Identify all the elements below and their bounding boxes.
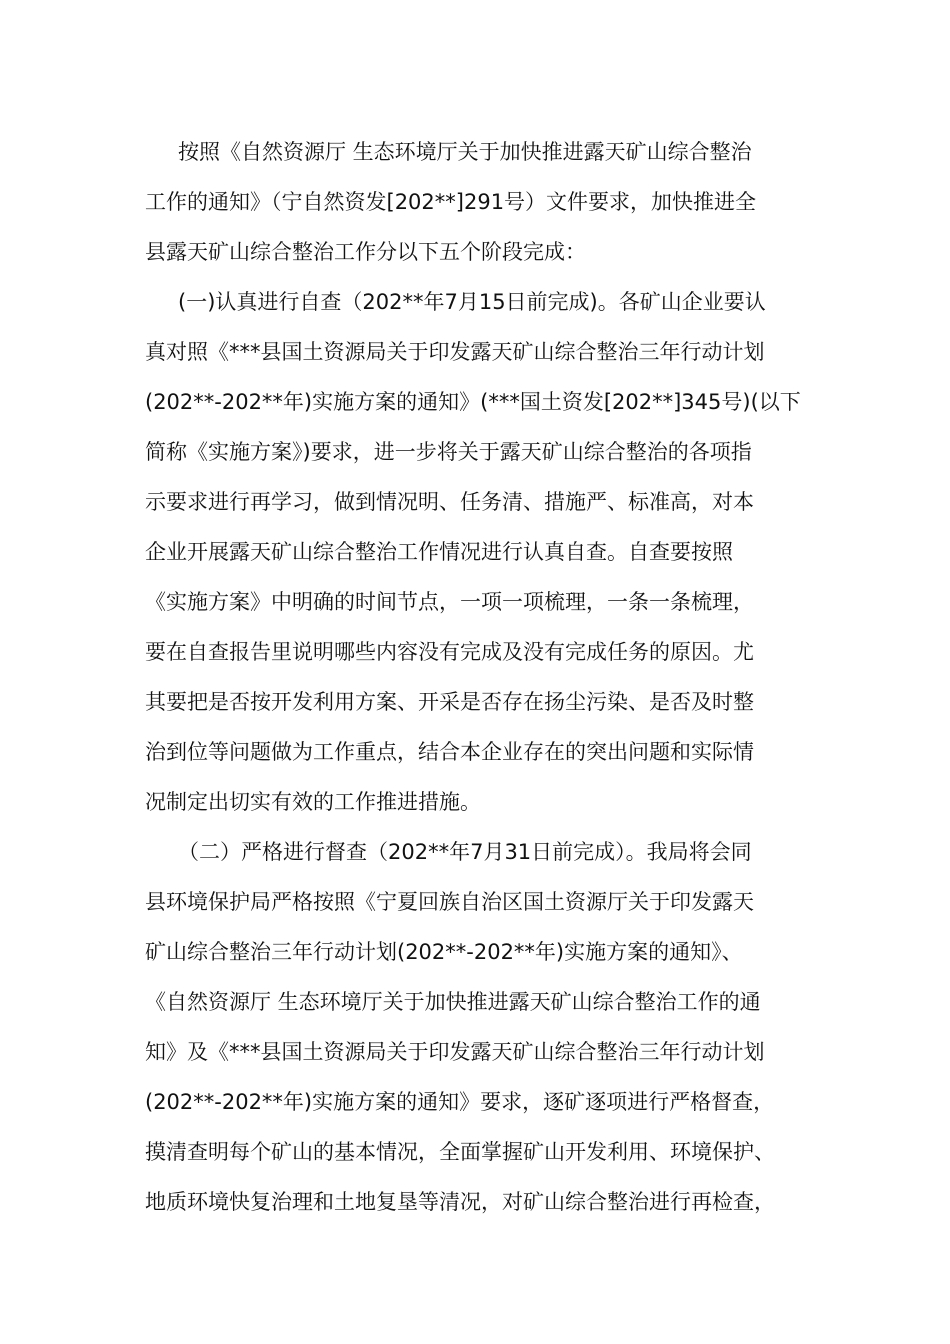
paragraph-2-line-6 bbox=[145, 527, 823, 577]
text-line: (一)认真进行自查（202**年7月15日前完成)。各矿山企业要认 bbox=[178, 290, 766, 314]
text-line: 《实施方案》中明确的时间节点，一项一项梳理，一条一条梳理， bbox=[145, 590, 754, 614]
paragraph-2-line-7 bbox=[145, 577, 823, 627]
paragraph-3-line-2 bbox=[145, 877, 823, 927]
text-line: 摸清查明每个矿山的基本情况，全面掌握矿山开发利用、环境保护、 bbox=[145, 1140, 775, 1164]
paragraph-2-line-5 bbox=[145, 477, 823, 527]
paragraph-2-line-4 bbox=[145, 427, 823, 477]
text-line: 治到位等问题做为工作重点，结合本企业存在的突出问题和实际情 bbox=[145, 740, 754, 764]
text-line: 地质环境快复治理和土地复垦等清况，对矿山综合整治进行再检查， bbox=[145, 1190, 775, 1214]
paragraph-3-line-1 bbox=[145, 827, 823, 877]
text-line: 《自然资源厅 生态环境厅关于加快推进露天矿山综合整治工作的通 bbox=[145, 990, 761, 1014]
paragraph-3-line-3 bbox=[145, 927, 823, 977]
text-line: 要在自查报告里说明哪些内容没有完成及没有完成任务的原因。尤 bbox=[145, 640, 754, 664]
text-line: 县露天矿山综合整治工作分以下五个阶段完成： bbox=[145, 240, 586, 264]
paragraph-1-line-3 bbox=[145, 227, 823, 277]
text-line: (202**-202**年)实施方案的通知》要求，逐矿逐项进行严格督查， bbox=[145, 1090, 775, 1114]
text-line: （二）严格进行督查（202**年7月31日前完成）。我局将会同 bbox=[178, 840, 752, 864]
paragraph-3-line-4 bbox=[145, 977, 823, 1027]
paragraph-2-line-3 bbox=[145, 377, 823, 427]
text-line: 矿山综合整治三年行动计划(202**-202**年)实施方案的通知》、 bbox=[145, 940, 743, 964]
document-body bbox=[145, 127, 823, 1227]
text-line: 按照《自然资源厅 生态环境厅关于加快推进露天矿山综合整治 bbox=[178, 140, 752, 164]
paragraph-2-line-11 bbox=[145, 777, 823, 827]
text-line: 况制定出切实有效的工作推进措施。 bbox=[145, 790, 481, 814]
text-line: 简称《实施方案》)要求，进一步将关于露天矿山综合整治的各项指 bbox=[145, 440, 752, 464]
paragraph-3-line-5 bbox=[145, 1027, 823, 1077]
text-line: 示要求进行再学习，做到情况明、任务清、措施严、标准高，对本 bbox=[145, 490, 754, 514]
text-line: 其要把是否按开发利用方案、开采是否存在扬尘污染、是否及时整 bbox=[145, 690, 754, 714]
paragraph-1-line-1 bbox=[145, 127, 823, 177]
paragraph-2-line-10 bbox=[145, 727, 823, 777]
text-line: 真对照《***县国土资源局关于印发露天矿山综合整治三年行动计划 bbox=[145, 340, 765, 364]
text-line: 知》及《***县国土资源局关于印发露天矿山综合整治三年行动计划 bbox=[145, 1040, 765, 1064]
paragraph-2-line-2 bbox=[145, 327, 823, 377]
paragraph-2-line-8 bbox=[145, 627, 823, 677]
text-line: 工作的通知》（宁自然资发[202**]291号）文件要求，加快推进全 bbox=[145, 190, 757, 214]
text-line: 县环境保护局严格按照《宁夏回族自治区国土资源厅关于印发露天 bbox=[145, 890, 754, 914]
paragraph-1-line-2 bbox=[145, 177, 823, 227]
paragraph-3-line-6 bbox=[145, 1077, 823, 1127]
text-line: (202**-202**年)实施方案的通知》(***国土资发[202**]345号)(以下 bbox=[145, 390, 801, 414]
paragraph-3-line-8 bbox=[145, 1177, 823, 1227]
paragraph-3-line-7 bbox=[145, 1127, 823, 1177]
text-line: 企业开展露天矿山综合整治工作情况进行认真自查。自查要按照 bbox=[145, 540, 733, 564]
paragraph-2-line-1 bbox=[145, 277, 823, 327]
paragraph-2-line-9 bbox=[145, 677, 823, 727]
